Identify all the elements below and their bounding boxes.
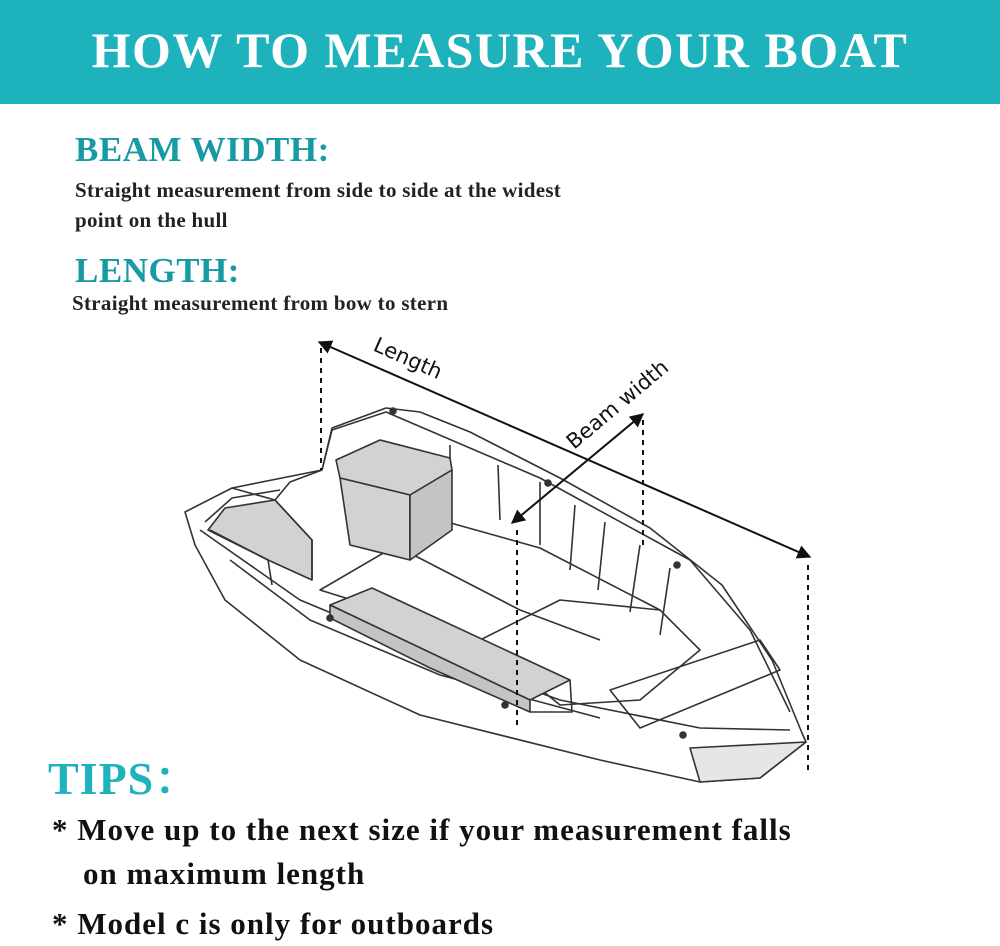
tip-model-c: * Model c is only for outboards bbox=[52, 906, 495, 941]
page-title: HOW TO MEASURE YOUR BOAT bbox=[91, 22, 909, 78]
boat-hull bbox=[185, 408, 806, 782]
beam-width-heading: BEAM WIDTH: bbox=[75, 130, 330, 169]
beam-width-line-2: point on the hull bbox=[75, 208, 228, 232]
length-heading: LENGTH: bbox=[75, 251, 240, 290]
tip-size-up-line-2: on maximum length bbox=[83, 856, 366, 891]
hull-bottom bbox=[690, 742, 806, 782]
tip-size-up-line-1: * Move up to the next size if your measurement falls bbox=[52, 812, 792, 847]
beam-width-line-1: Straight measurement from side to side at the widest bbox=[75, 178, 562, 202]
boat-icon bbox=[185, 408, 806, 782]
beam-width-label: Beam width bbox=[561, 354, 674, 454]
tip-size-up bbox=[52, 808, 792, 896]
length-description: Straight measurement from bow to stern bbox=[72, 291, 449, 315]
tips-heading: TIPS： bbox=[48, 753, 202, 804]
length-label: Length bbox=[369, 332, 446, 385]
